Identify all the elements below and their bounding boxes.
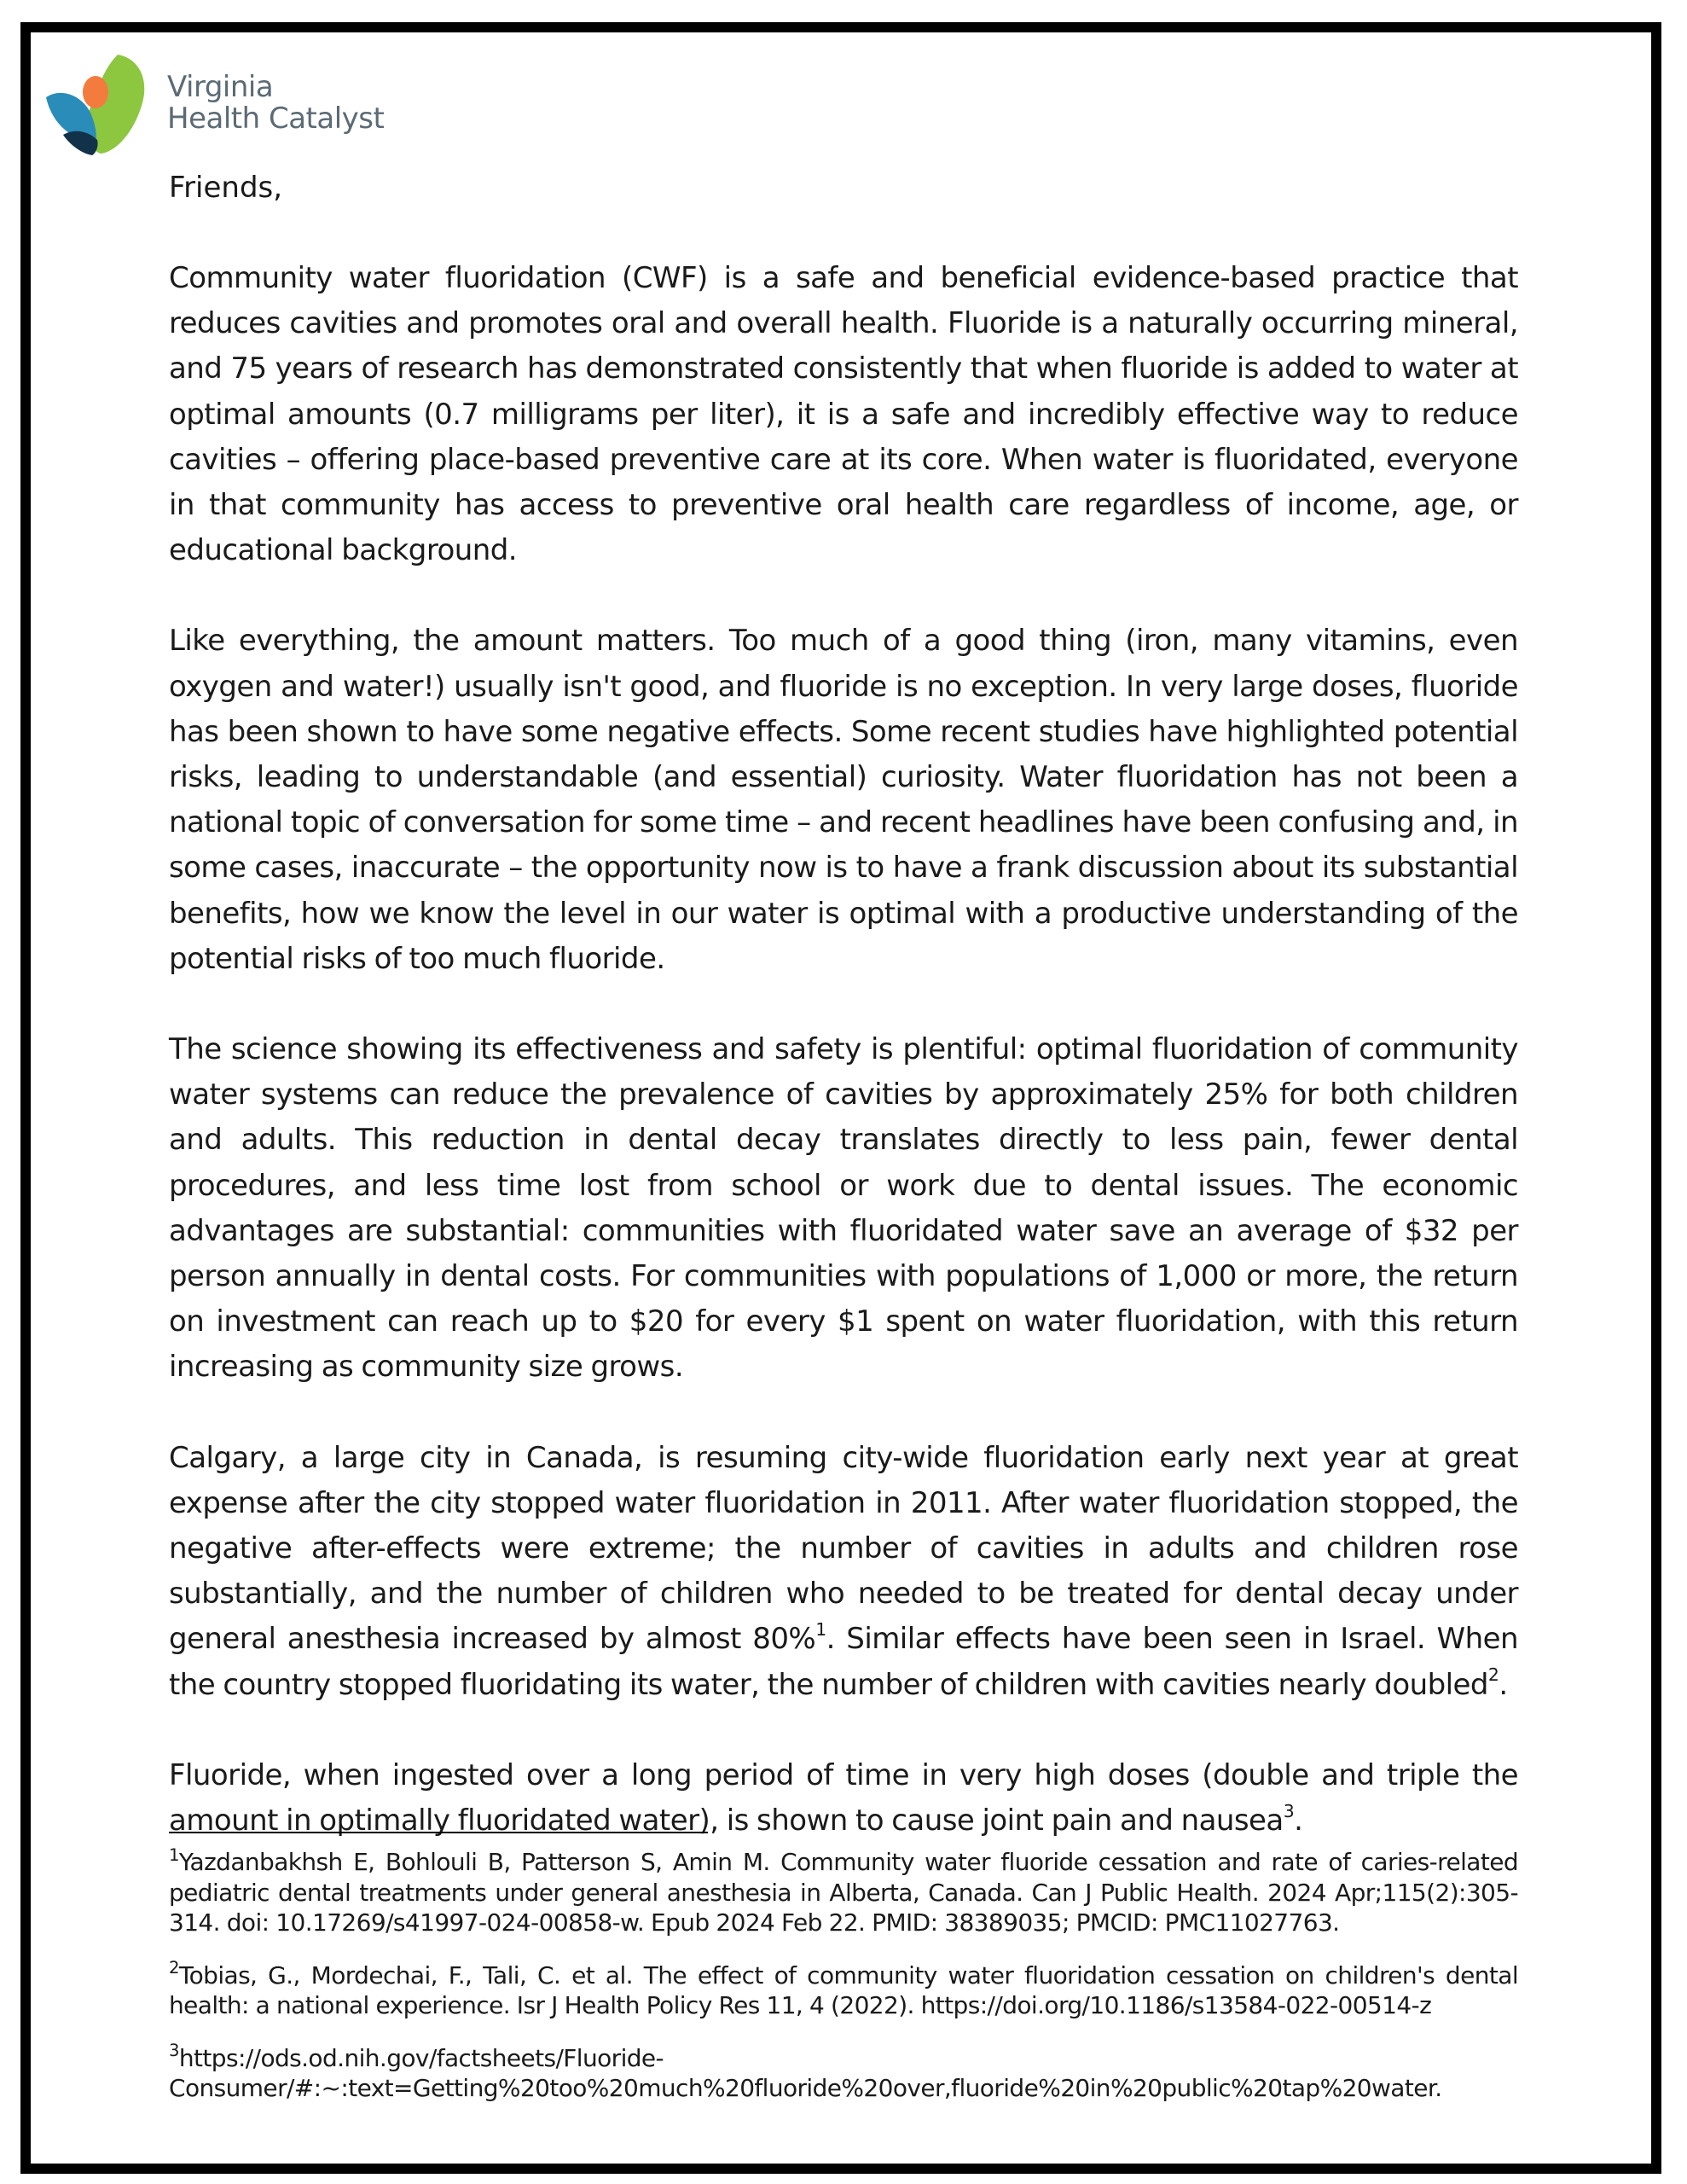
footnote-ref-1: 1: [815, 1619, 826, 1641]
paragraph-5-text-a: Fluoride, when ingested over a long period of time in very high doses (double and triple the amount in optimally fluoridated water), is shown to cause joint pain and nausea: [169, 1757, 1518, 1838]
organization-name: [167, 72, 384, 135]
paragraph-4-text-a: Calgary, a large city in Canada, is resuming city-wide fluoridation early next year at great expense after the city stopped water fluoridation in 2011. After water fluoridation stopped, the negative after-effects were extreme; the number of cavities in adults and children rose substantially, and the number of children who needed to be treated for dental decay under general anesthesia increased by almost 80%: [169, 1440, 1518, 1657]
footnote-separator: [169, 1832, 708, 1833]
paragraph-2: Like everything, the amount matters. Too much of a good thing (iron, many vitamins, even oxygen and water!) usually isn't good, and fluoride is no exception. In very large doses, fluoride has been shown to have some negative effects. Some recent studies have highlighted potential risks, leading to understandable (and essential) curiosity. Water fluoridation has not been a national topic of conversation for some time – and recent headlines have been confusing and, in some cases, inaccurate – the opportunity now is to have a frank discussion about its substantial benefits, how we know the level in our water is optimal with a productive understanding of the potential risks of too much fluoride.: [169, 624, 1518, 976]
footnote-3-link-line-2[interactable]: Consumer/#:~:text=Getting%20too%20much%20fluoride%20over,fluoride%20in%20public%20tap%20water.: [169, 2074, 1442, 2102]
salutation: Friends,: [169, 171, 283, 205]
paragraph-3: The science showing its effectiveness and safety is plentiful: optimal fluoridation of community water systems can reduce the prevalence of cavities by approximately 25% for both children and adults. This reduction in dental decay translates directly to less pain, fewer dental procedures, and less time lost from school or work due to dental issues. The economic advantages are substantial: communities with fluoridated water save an average of $32 per person annually in dental costs. For communities with populations of 1,000 or more, the return on investment can reach up to $20 for every $1 spent on water fluoridation, with this return increasing as community size grows.: [169, 1032, 1518, 1385]
paragraph-4-text-b: . Similar effects have been seen in Israel. When the country stopped fluoridating its water, the number of children with cavities nearly doubled: [169, 1622, 1518, 1702]
footnote-3-number: 3: [169, 2041, 179, 2061]
footnote-2-number: 2: [169, 1958, 179, 1978]
footnote-2: [169, 1960, 1518, 2021]
footnote-ref-3: 3: [1283, 1800, 1295, 1821]
org-name-line-2: Health Catalyst: [167, 102, 385, 136]
paragraph-5-text-b: .: [1294, 1804, 1303, 1838]
paragraph-5: [169, 1753, 1518, 1844]
letter-body: [169, 166, 1518, 1889]
footnote-1-number: 1: [169, 1844, 179, 1865]
footnote-1-text: Yazdanbakhsh E, Bohlouli B, Patterson S, Amin M. Community water fluoride cessation and rate of caries-related pediatric dental treatments under general anesthesia in Alberta, Canada. Can J Public Health. 2024 Apr;115(2):305-314. doi: 10.17269/s41997-024-00858-w. Epub 2024 Feb 22. PMID: 38389035; PMCID: PMC11027763.: [169, 1848, 1518, 1937]
paragraph-1: Community water fluoridation (CWF) is a safe and beneficial evidence-based practice that reduces cavities and promotes oral and overall health. Fluoride is a naturally occurring mineral, and 75 years of research has demonstrated consistently that when fluoride is added to water at optimal amounts (0.7 milligrams per liter), it is a safe and incredibly effective way to reduce cavities – offering place-based preventive care at its core. When water is fluoridated, everyone in that community has access to preventive oral health care regardless of income, age, or educational background.: [169, 261, 1518, 568]
paragraph-4-text-c: .: [1499, 1667, 1508, 1702]
virginia-health-catalyst-logo-icon: [44, 53, 154, 157]
footnote-3-link-line-1[interactable]: https://ods.od.nih.gov/factsheets/Fluoride-: [178, 2043, 664, 2072]
footnote-ref-2: 2: [1487, 1664, 1499, 1686]
footnote-1: [169, 1844, 1518, 1938]
paragraph-4: [169, 1436, 1518, 1708]
org-name-line-1: Virginia: [167, 70, 274, 104]
footnote-2-text: Tobias, G., Mordechai, F., Tali, C. et al. The effect of community water fluoridation cessation on children's dental health: a national experience. Isr J Health Policy Res 11, 4 (2022). https://doi.org/10.1186/s13584-022-00514-z: [169, 1960, 1518, 2019]
footnote-3: [169, 2043, 1518, 2104]
footnotes: [169, 1844, 1518, 2126]
